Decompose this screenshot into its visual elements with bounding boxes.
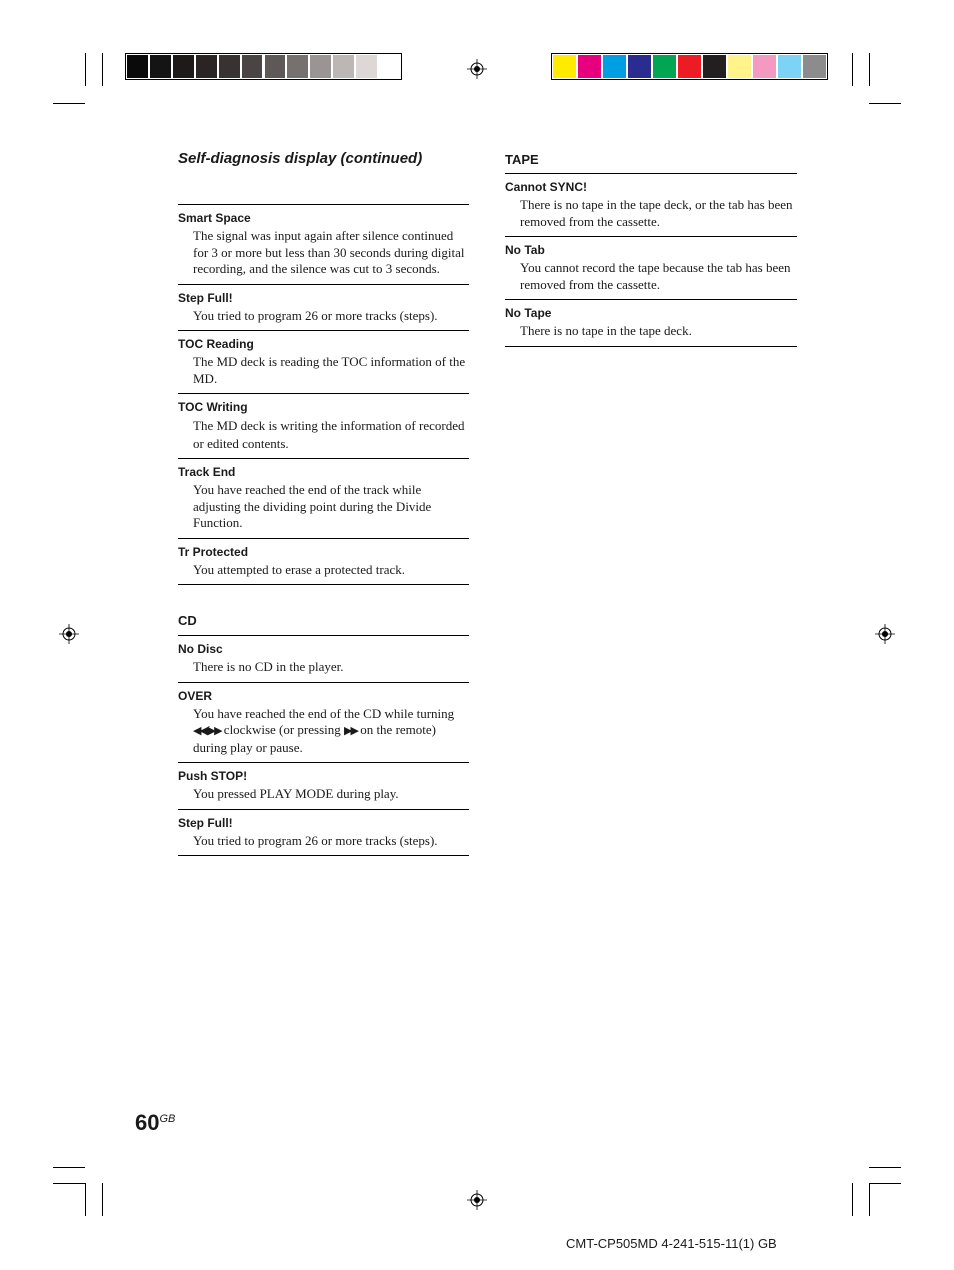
list-item <box>178 635 469 682</box>
model-code: CMT-CP505MD 4-241-515-11(1) GB <box>566 1236 777 1251</box>
entry-text: You have reached the end of the CD while turning <box>193 705 455 721</box>
page-number-value: 60 <box>135 1110 160 1135</box>
calibration-swatch <box>219 55 240 78</box>
crop-mark <box>102 53 103 86</box>
page-heading: Self-diagnosis display (continued) <box>178 150 423 167</box>
list-item <box>178 538 469 586</box>
list-item <box>178 809 469 857</box>
page-number <box>135 1105 175 1137</box>
calibration-swatch <box>242 55 263 78</box>
crop-mark <box>852 53 853 86</box>
calibration-swatch <box>150 55 171 78</box>
list-item <box>505 236 797 299</box>
entry-description: There is no tape in the tape deck, or the tab has been removed from the cassette. <box>520 197 793 229</box>
entry-description: You pressed PLAY MODE during play. <box>193 786 399 801</box>
list-item <box>505 299 797 347</box>
calibration-swatch <box>356 55 377 78</box>
calibration-swatch <box>265 55 286 78</box>
cd-entry-list <box>178 635 469 856</box>
calibration-swatch <box>603 55 626 78</box>
calibration-swatch <box>753 55 776 78</box>
crop-mark <box>102 1183 103 1216</box>
tape-entry-list <box>505 173 797 347</box>
calibration-swatch <box>553 55 576 78</box>
list-item <box>505 173 797 236</box>
entry-title: Track End <box>178 465 236 479</box>
calibration-swatch <box>628 55 651 78</box>
page-number-suffix: GB <box>159 1113 176 1125</box>
entry-title: OVER <box>178 688 213 703</box>
crop-mark <box>53 1183 85 1184</box>
crop-mark <box>869 53 870 86</box>
entry-description: You tried to program 26 or more tracks (steps). <box>193 307 438 323</box>
crop-mark <box>53 103 85 104</box>
calibration-swatch <box>310 55 331 78</box>
entry-description: You attempted to erase a protected track. <box>193 561 406 577</box>
list-item <box>178 762 469 809</box>
entry-description: You tried to program 26 or more tracks (steps). <box>193 832 438 848</box>
list-item <box>178 393 469 458</box>
calibration-swatch <box>778 55 801 78</box>
entry-title: No Tab <box>505 243 545 257</box>
registration-mark-icon <box>59 624 79 644</box>
entry-title: TOC Writing <box>178 400 248 414</box>
entry-text: clockwise (or pressing <box>223 722 341 737</box>
entry-title: No Tape <box>505 306 552 320</box>
entry-title: Push STOP! <box>178 769 248 783</box>
grayscale-calibration-bar <box>125 53 402 80</box>
calibration-swatch <box>287 55 308 78</box>
entry-description: You have reached the end of the track while adjusting the dividing point during the Divide Function. <box>193 482 432 530</box>
list-item <box>178 330 469 393</box>
calibration-swatch <box>196 55 217 78</box>
entry-text: on the remote) during play or pause. <box>193 722 436 755</box>
calibration-swatch <box>653 55 676 78</box>
entry-title: Step Full! <box>178 290 233 305</box>
entry-description: There is no tape in the tape deck. <box>520 323 692 338</box>
registration-mark-icon <box>467 59 487 79</box>
entry-title: TOC Reading <box>178 337 254 351</box>
crop-mark <box>869 103 901 104</box>
list-item <box>178 682 469 763</box>
crop-mark <box>869 1183 901 1184</box>
calibration-swatch <box>127 55 148 78</box>
entry-description: There is no CD in the player. <box>193 659 344 674</box>
entry-description: The MD deck is reading the TOC information of the MD. <box>193 354 466 386</box>
calibration-swatch <box>678 55 701 78</box>
crop-mark <box>852 1183 853 1216</box>
entry-description: You cannot record the tape because the tab has been removed from the cassette. <box>520 260 791 292</box>
entry-title: No Disc <box>178 642 223 656</box>
calibration-swatch <box>728 55 751 78</box>
section-heading-cd: CD <box>178 613 197 628</box>
entry-title: Step Full! <box>178 815 233 830</box>
entry-description: The signal was input again after silence continued for 3 or more but less than 30 seconds during digital recording, and the silence was cut to 3 seconds. <box>193 228 465 276</box>
crop-mark <box>85 53 86 86</box>
left-column <box>178 150 469 856</box>
fast-forward-icon: ▶▶ <box>344 724 357 737</box>
entry-title: Tr Protected <box>178 544 249 559</box>
calibration-swatch <box>703 55 726 78</box>
crop-mark <box>869 1183 870 1216</box>
entry-description <box>193 706 469 757</box>
crop-mark <box>869 1167 901 1168</box>
calibration-swatch <box>803 55 826 78</box>
color-calibration-bar <box>551 53 828 80</box>
entry-description: The MD deck is writing the information of recorded or edited contents. <box>193 418 465 451</box>
entry-title: Smart Space <box>178 211 251 225</box>
entry-title: Cannot SYNC! <box>505 180 587 194</box>
md-entry-list <box>178 204 469 585</box>
list-item <box>178 204 469 284</box>
list-item <box>178 458 469 538</box>
list-item <box>178 284 469 331</box>
registration-mark-icon <box>875 624 895 644</box>
registration-mark-icon <box>467 1190 487 1210</box>
calibration-swatch <box>379 55 400 78</box>
section-heading-tape: TAPE <box>505 152 539 167</box>
crop-mark <box>85 1183 86 1216</box>
calibration-swatch <box>333 55 354 78</box>
right-column <box>505 152 797 347</box>
calibration-swatch <box>578 55 601 78</box>
rewind-fast-forward-icon: ◀◀/▶▶ <box>193 724 221 737</box>
calibration-swatch <box>173 55 194 78</box>
crop-mark <box>53 1167 85 1168</box>
